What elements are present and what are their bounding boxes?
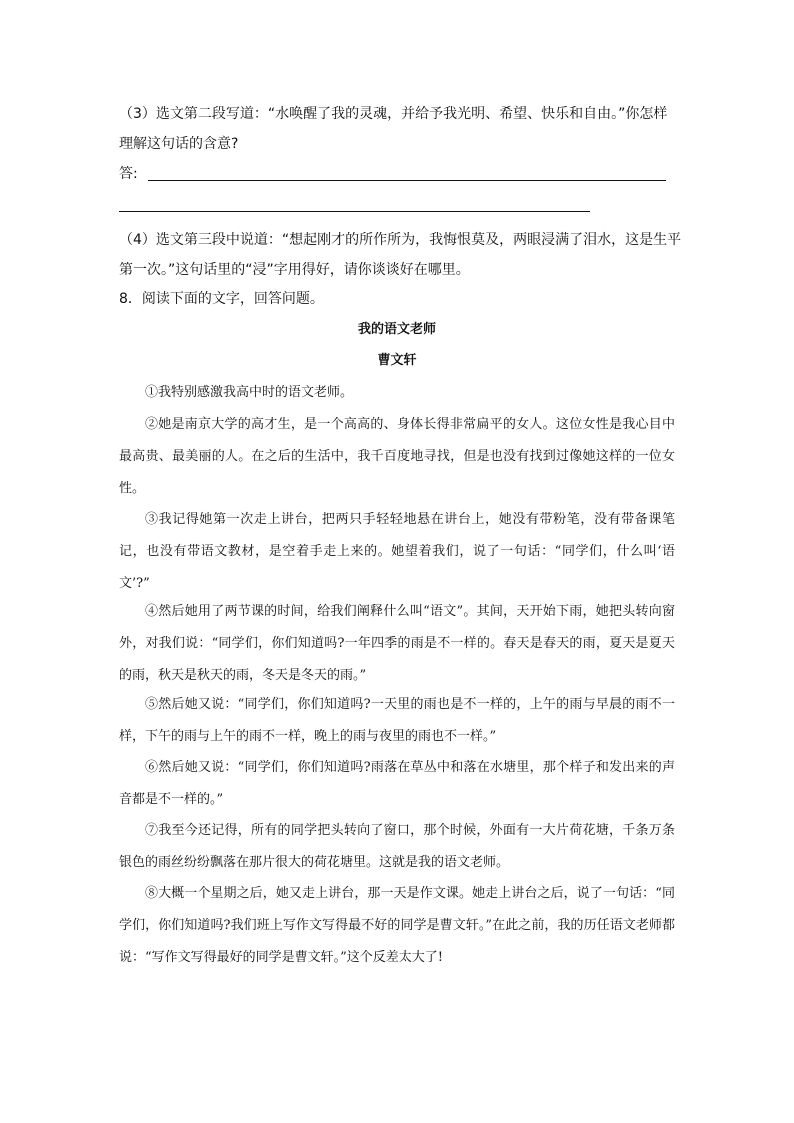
article-author: 曹文轩 bbox=[377, 353, 417, 368]
q4-line-2: 第一次。”这句话里的“浸”字用得好，请你谈谈好在哪里。 bbox=[119, 262, 470, 278]
paragraph-1: ①我特别感激我高中时的语文老师。 bbox=[145, 385, 354, 400]
q8-prompt: 8．阅读下面的文字，回答问题。 bbox=[119, 291, 324, 307]
paragraph-8: ⑧大概一个星期之后，她又走上讲台，那一天是作文课。她走上讲台之后，说了一句话：“同学们，你们知道吗?我们班上写作文写得最不好的同学是曹文轩。”在此之前，我的历任语文老师都说：“写作文写得最好的同学是曹文轩。”这个反差太大了! bbox=[119, 886, 675, 965]
q4-line-1: （4）选文第三段中说道：“想起刚才的所作所为，我悔恨莫及，两眼浸满了泪水，这是生平 bbox=[119, 232, 682, 248]
paragraph-7: ⑦我至今还记得，所有的同学把头转向了窗口，那个时候，外面有一大片荷花塘，千条万条银色的雨丝纷纷飘落在那片很大的荷花塘里。这就是我的语文老师。 bbox=[119, 823, 675, 870]
q3-line-1: （3）选文第二段写道：“水唤醒了我的灵魂，并给予我光明、希望、快乐和自由。”你怎样 bbox=[119, 106, 668, 122]
paragraph-2: ②她是南京大学的高才生，是一个高高的、身体长得非常扁平的女人。这位女性是我心目中最高贵、最美丽的人。在之后的生活中，我千百度地寻找，但是也没有找到过像她这样的一位女性。 bbox=[119, 417, 675, 496]
answer-label: 答: bbox=[119, 166, 138, 182]
answer-blank-line-2[interactable] bbox=[119, 211, 590, 212]
paragraph-3: ③我记得她第一次走上讲台，把两只手轻轻地悬在讲台上，她没有带粉笔，没有带备课笔记，也没有带语文教材，是空着手走上来的。她望着我们，说了一句话：“同学们，什么叫‘语文’?” bbox=[119, 512, 675, 591]
answer-blank-line-1[interactable] bbox=[148, 180, 666, 181]
paragraph-5: ⑤然后她又说：“同学们，你们知道吗?一天里的雨也是不一样的，上午的雨与早晨的雨不一样，下午的雨与上午的雨不一样，晚上的雨与夜里的雨也不一样。” bbox=[119, 697, 675, 744]
article-title: 我的语文老师 bbox=[357, 322, 436, 337]
q3-line-2: 理解这句话的含意? bbox=[119, 136, 239, 152]
paragraph-4: ④然后她用了两节课的时间，给我们阐释什么叫“语文”。其间，天开始下雨，她把头转向窗外，对我们说：“同学们，你们知道吗?一年四季的雨是不一样的。春天是春天的雨，夏天是夏天的雨，秋天是秋天的雨，冬天是冬天的雨。” bbox=[119, 604, 675, 683]
paragraph-6: ⑥然后她又说：“同学们，你们知道吗?雨落在草丛中和落在水塘里，那个样子和发出来的声音都是不一样的。” bbox=[119, 760, 675, 807]
